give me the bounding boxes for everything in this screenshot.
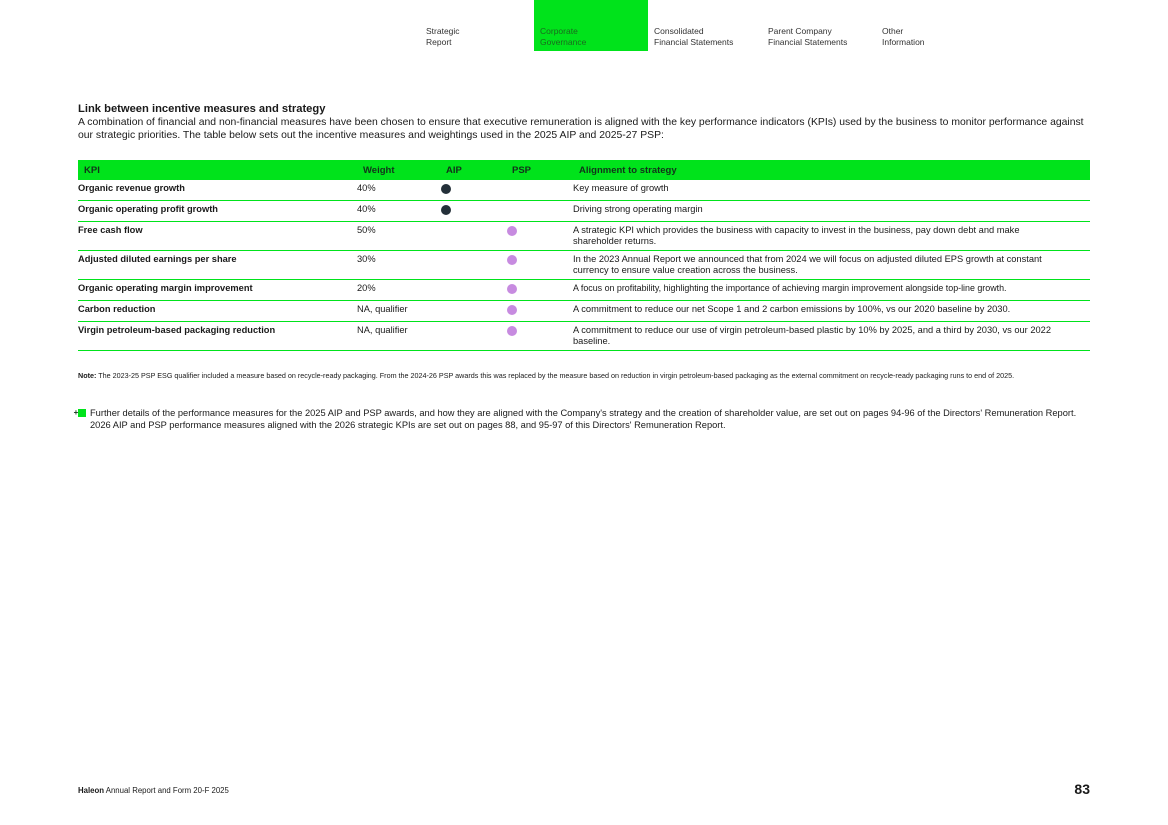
kpi-cell: Virgin petroleum-based packaging reduction	[78, 322, 357, 351]
kpi-table	[78, 160, 1090, 351]
psp-cell	[506, 280, 573, 301]
header-alignment: Alignment to strategy	[573, 160, 1090, 180]
kpi-cell: Organic operating profit growth	[78, 201, 357, 222]
psp-cell	[506, 301, 573, 322]
note-body	[78, 371, 1090, 380]
alignment-cell: A commitment to reduce our use of virgin petroleum-based plastic by 10% by 2025, and a third by 2030, vs our 2022 baseline.	[573, 322, 1090, 351]
table-row	[78, 280, 1090, 301]
alignment-cell: Driving strong operating margin	[573, 201, 1090, 222]
alignment-cell: A focus on profitability, highlighting the importance of achieving margin improvement alongside top-line growth.	[573, 280, 1090, 301]
alignment-cell: A commitment to reduce our net Scope 1 and 2 carbon emissions by 100%, vs our 2020 baseline by 2030.	[573, 301, 1090, 322]
footer-title: Annual Report and Form 20-F 2025	[105, 786, 229, 795]
aip-cell	[440, 222, 506, 251]
nav-consolidated-financial-statements[interactable]	[648, 0, 762, 51]
nav-line1: Parent Company	[768, 26, 832, 36]
weight-cell: 50%	[357, 222, 440, 251]
nav-line2: Governance	[540, 37, 587, 47]
section-intro-text: A combination of financial and non-financial measures have been chosen to ensure that executive remuneration is aligned with the key performance indicators (KPIs) used by the business to monitor performance against our strategic priorities. The table below sets out the incentive measures and weightings used in the 2025 AIP and 2025-27 PSP:	[78, 117, 1084, 141]
psp-bullet-icon	[507, 255, 517, 265]
psp-bullet-icon	[507, 326, 517, 336]
table-row	[78, 222, 1090, 251]
nav-line2: Report	[426, 37, 452, 47]
aip-cell	[440, 180, 506, 201]
kpi-cell: Adjusted diluted earnings per share	[78, 251, 357, 280]
aip-cell	[440, 201, 506, 222]
psp-cell	[506, 180, 573, 201]
table-header-row	[78, 160, 1090, 180]
note-label: Note:	[78, 371, 97, 380]
section-title: Link between incentive measures and strategy	[78, 103, 326, 115]
aip-bullet-icon	[441, 205, 451, 215]
weight-cell: 40%	[357, 201, 440, 222]
nav-line1: Other	[882, 26, 904, 36]
header-aip: AIP	[440, 160, 506, 180]
plus-icon[interactable]: +	[78, 409, 86, 417]
alignment-cell: In the 2023 Annual Report we announced that from 2024 we will focus on adjusted diluted EPS growth at constant currency to ensure value creation across the business.	[573, 251, 1090, 280]
footer	[78, 786, 229, 795]
further-details	[73, 407, 1078, 431]
section-nav	[420, 0, 990, 51]
nav-strategic-report[interactable]	[420, 0, 534, 51]
nav-line1: Strategic	[426, 26, 460, 36]
psp-cell	[506, 322, 573, 351]
alignment-cell: Key measure of growth	[573, 180, 1090, 201]
nav-line1: Consolidated	[654, 26, 704, 36]
header-psp: PSP	[506, 160, 573, 180]
table-row	[78, 180, 1090, 201]
header-kpi: KPI	[78, 160, 357, 180]
aip-cell	[440, 322, 506, 351]
nav-parent-company-financial-statements[interactable]	[762, 0, 876, 51]
header-weight: Weight	[357, 160, 440, 180]
kpi-cell: Organic revenue growth	[78, 180, 357, 201]
nav-line1: Corporate	[540, 26, 578, 36]
nav-line2: Information	[882, 37, 925, 47]
table-row	[78, 251, 1090, 280]
table-row	[78, 301, 1090, 322]
note-text: The 2023-25 PSP ESG qualifier included a measure based on recycle-ready packaging. From the 2024-26 PSP awards this was replaced by the measure based on reduction in virgin petroleum-based packaging as the external commitment on recycle-ready packaging runs to end of 2025.	[98, 371, 1015, 380]
psp-cell	[506, 222, 573, 251]
psp-cell	[506, 251, 573, 280]
table-note	[78, 371, 1090, 380]
psp-bullet-icon	[507, 305, 517, 315]
psp-bullet-icon	[507, 226, 517, 236]
aip-bullet-icon	[441, 184, 451, 194]
psp-cell	[506, 201, 573, 222]
footer-brand: Haleon	[78, 786, 104, 795]
weight-cell: NA, qualifier	[357, 322, 440, 351]
kpi-cell: Carbon reduction	[78, 301, 357, 322]
psp-bullet-icon	[507, 284, 517, 294]
weight-cell: NA, qualifier	[357, 301, 440, 322]
weight-cell: 20%	[357, 280, 440, 301]
nav-other-information[interactable]	[876, 0, 990, 51]
weight-cell: 40%	[357, 180, 440, 201]
further-body	[73, 407, 1078, 431]
kpi-cell: Free cash flow	[78, 222, 357, 251]
aip-cell	[440, 251, 506, 280]
aip-cell	[440, 301, 506, 322]
nav-line2: Financial Statements	[768, 37, 848, 47]
alignment-cell: A strategic KPI which provides the business with capacity to invest in the business, pay down debt and make shareholder returns.	[573, 222, 1090, 251]
section-intro	[78, 103, 1090, 142]
page-number: 83	[1074, 781, 1090, 797]
nav-line2: Financial Statements	[654, 37, 734, 47]
kpi-cell: Organic operating margin improvement	[78, 280, 357, 301]
aip-cell	[440, 280, 506, 301]
table-row	[78, 322, 1090, 351]
further-text: Further details of the performance measures for the 2025 AIP and PSP awards, and how they are aligned with the Company's strategy and the creation of shareholder value, are set out on pages 94-96 of the Directors' Remuneration Report. 2026 AIP and PSP performance measures aligned with the 2026 strategic KPIs are set out on pages 88, and 95-97 of this Directors' Remuneration Report.	[90, 408, 1077, 430]
table-row	[78, 201, 1090, 222]
nav-corporate-governance[interactable]	[534, 0, 648, 51]
weight-cell: 30%	[357, 251, 440, 280]
